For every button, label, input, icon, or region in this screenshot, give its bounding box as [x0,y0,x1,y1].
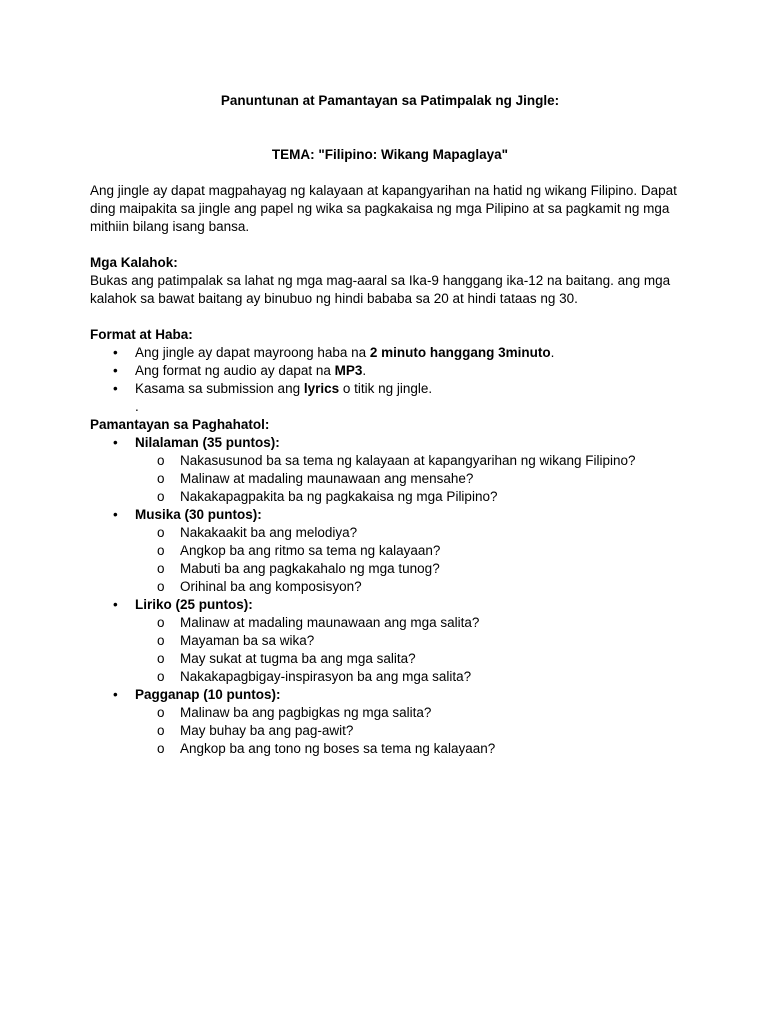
kalahok-heading: Mga Kalahok: [90,255,178,270]
list-item [90,578,690,596]
format-item-end: . [550,345,555,360]
list-item [90,740,690,758]
circle-bullet-icon: o [157,579,165,594]
question-text: Malinaw ba ang pagbigkas ng mga salita? [180,705,432,720]
trailing-mark: . [135,399,139,414]
list-item [90,704,690,722]
question-text: Nakakapagbigay-inspirasyon ba ang mga salita? [180,669,472,684]
criterion-title: Liriko (25 puntos): [135,597,253,612]
bullet-icon: • [113,363,118,378]
list-item [90,452,690,470]
question-text: Angkop ba ang tono ng boses sa tema ng kalayaan? [180,741,496,756]
criterion-questions [90,704,690,758]
question-text: Malinaw at madaling maunawaan ang mga salita? [180,615,480,630]
criterion-title: Musika (30 puntos): [135,507,262,522]
list-item [90,668,690,686]
question-text: Malinaw at madaling maunawaan ang mensahe? [180,471,474,486]
circle-bullet-icon: o [157,525,165,540]
format-item-text: Kasama sa submission ang [135,381,304,396]
list-item [90,542,690,560]
list-item [90,344,690,362]
bullet-icon: • [113,507,118,522]
bullet-icon: • [113,381,118,396]
circle-bullet-icon: o [157,741,165,756]
circle-bullet-icon: o [157,471,165,486]
list-item [90,560,690,578]
question-text: May sukat at tugma ba ang mga salita? [180,651,416,666]
bullet-icon: • [113,435,118,450]
circle-bullet-icon: o [157,723,165,738]
circle-bullet-icon: o [157,489,165,504]
question-list [90,452,690,506]
bullet-icon: • [113,345,118,360]
list-item [90,380,690,398]
format-item-emphasis: lyrics [303,381,340,396]
circle-bullet-icon: o [157,669,165,684]
format-heading: Format at Haba: [90,327,193,342]
pamantayan-heading: Pamantayan sa Paghahatol: [90,417,270,432]
question-text: Orihinal ba ang komposisyon? [180,579,362,594]
circle-bullet-icon: o [157,543,165,558]
question-list [90,524,690,596]
format-list [90,344,690,416]
list-item [90,650,690,668]
criterion-questions [90,614,690,686]
question-list [90,614,690,686]
question-text: Mabuti ba ang pagkakahalo ng mga tunog? [180,561,440,576]
theme-line: TEMA: "Filipino: Wikang Mapaglaya" [271,147,509,162]
list-item [90,470,690,488]
intro-paragraph: Ang jingle ay dapat magpahayag ng kalayaan at kapangyarihan na hatid ng wikang Filipino. Dapat ding maipakita sa jingle ang papel ng wika sa pagkakaisa ng mga Pilipino at sa pagkamit ng mga mithiin bilang isang bansa. [90,183,677,234]
list-item [90,524,690,542]
circle-bullet-icon: o [157,633,165,648]
criterion-nilalaman [90,434,690,452]
question-text: May buhay ba ang pag-awit? [180,723,354,738]
format-item-text: Ang format ng audio ay dapat na [135,363,335,378]
format-item-emphasis: 2 minuto hanggang 3minuto [369,345,551,360]
circle-bullet-icon: o [157,651,165,666]
bullet-icon: • [113,597,118,612]
circle-bullet-icon: o [157,615,165,630]
list-item [90,398,690,416]
criterion-musika [90,506,690,524]
question-text: Nakakaakit ba ang melodiya? [180,525,358,540]
question-text: Nakasusunod ba sa tema ng kalayaan at kapangyarihan ng wikang Filipino? [180,453,636,468]
question-list [90,704,690,758]
document-title: Panuntunan at Pamantayan sa Patimpalak ng Jingle: [220,93,560,108]
format-item-text: Ang jingle ay dapat mayroong haba na [135,345,370,360]
criterion-questions [90,452,690,506]
list-item [90,614,690,632]
question-text: Mayaman ba sa wika? [180,633,315,648]
list-item [90,722,690,740]
list-item [90,632,690,650]
bullet-icon: • [113,687,118,702]
criteria-list [90,434,690,758]
kalahok-paragraph: Bukas ang patimpalak sa lahat ng mga mag-aaral sa Ika-9 hanggang ika-12 na baitang. ang mga kalahok sa bawat baitang ay binubuo ng hindi bababa sa 20 at hindi tataas ng 30. [90,273,671,306]
question-text: Angkop ba ang ritmo sa tema ng kalayaan? [180,543,441,558]
format-item-end: . [362,363,367,378]
question-text: Nakakapagpakita ba ng pagkakaisa ng mga Pilipino? [180,489,498,504]
circle-bullet-icon: o [157,705,165,720]
list-item [90,488,690,506]
criterion-title: Nilalaman (35 puntos): [135,435,280,450]
criterion-liriko [90,596,690,614]
circle-bullet-icon: o [157,561,165,576]
criterion-questions [90,524,690,596]
document-page [90,92,690,758]
format-item-emphasis: MP3 [334,363,363,378]
circle-bullet-icon: o [157,453,165,468]
criterion-pagganap [90,686,690,704]
criterion-title: Pagganap (10 puntos): [135,687,281,702]
format-item-end: o titik ng jingle. [339,381,433,396]
list-item [90,362,690,380]
